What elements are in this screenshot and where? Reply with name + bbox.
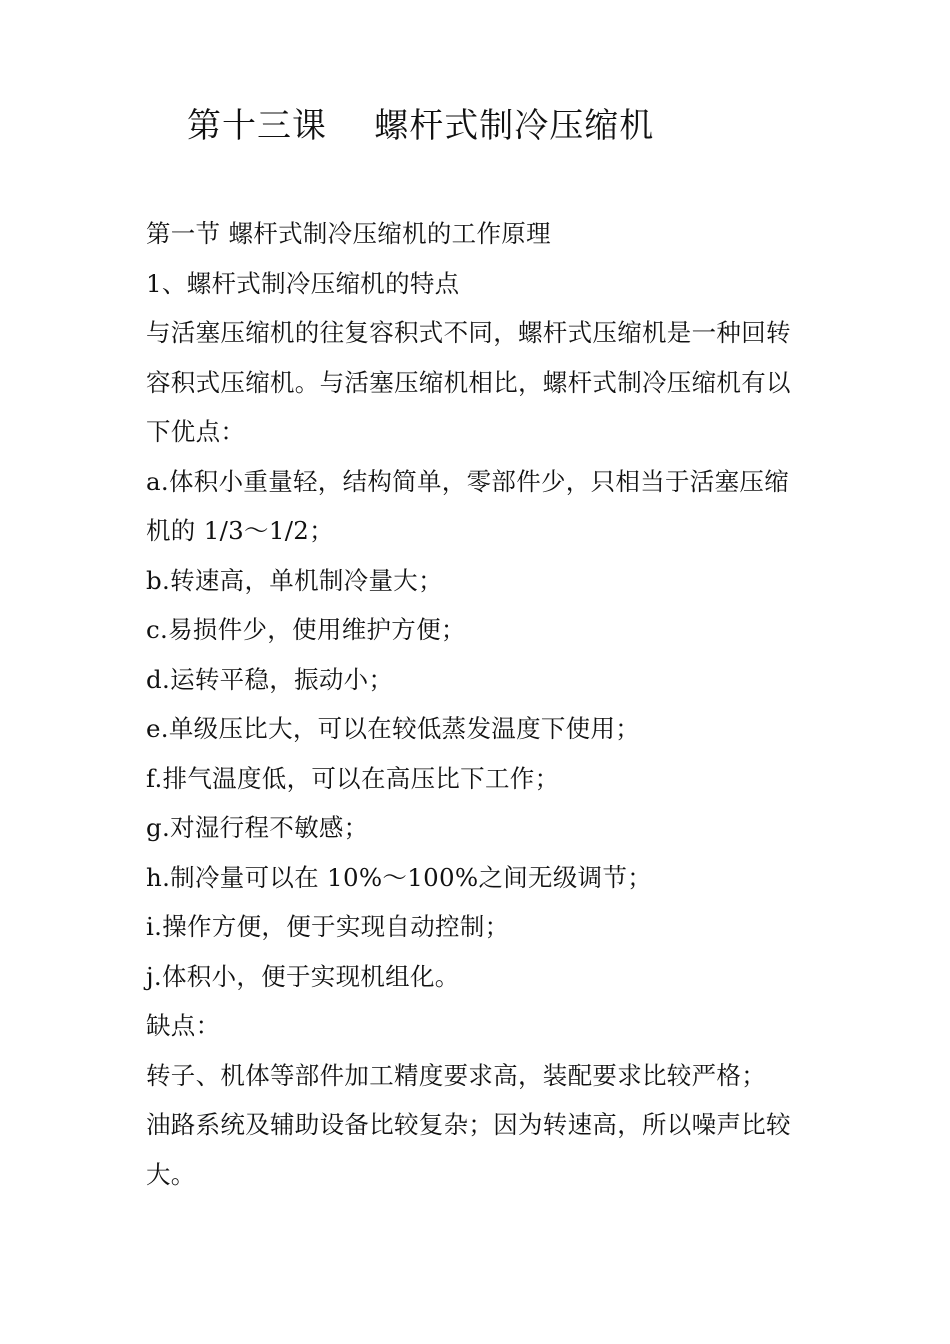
list-item: c.易损件少，使用维护方便； [146, 615, 466, 644]
list-item: g.对湿行程不敏感； [146, 813, 369, 842]
list-item: a.体积小重量轻，结构简单，零部件少，只相当于活塞压缩 [146, 466, 789, 496]
list-item: d.运转平稳，振动小； [146, 664, 394, 694]
list-item-continuation: 机的 1/3～1/2； [146, 516, 334, 545]
list-item: h.制冷量可以在 10%～100%之间无级调节； [146, 862, 653, 892]
paragraph-line: 油路系统及辅助设备比较复杂；因为转速高，所以噪声比较 [146, 1110, 791, 1139]
list-item: b.转速高，单机制冷量大； [146, 565, 443, 595]
lesson-title: 第十三课 螺杆式制冷压缩机 [187, 106, 655, 146]
paragraph-line: 转子、机体等部件加工精度要求高，装配要求比较严格； [146, 1060, 766, 1090]
disadvantages-heading: 缺点： [146, 1011, 221, 1040]
subsection-heading: 1、螺杆式制冷压缩机的特点 [146, 268, 460, 298]
paragraph-line: 下优点： [146, 417, 246, 446]
section-heading: 第一节 螺杆式制冷压缩机的工作原理 [146, 219, 551, 248]
paragraph-line: 与活塞压缩机的往复容积式不同，螺杆式压缩机是一种回转 [146, 318, 791, 347]
document-body [146, 209, 826, 1199]
list-item: f.排气温度低，可以在高压比下工作； [146, 763, 560, 793]
list-item: j.体积小，便于实现机组化。 [146, 961, 460, 991]
list-item: e.单级压比大，可以在较低蒸发温度下使用； [146, 714, 641, 743]
list-item: i.操作方便，便于实现自动控制； [146, 912, 510, 941]
paragraph-line: 大。 [146, 1159, 196, 1189]
paragraph-line: 容积式压缩机。与活塞压缩机相比，螺杆式制冷压缩机有以 [146, 367, 791, 397]
